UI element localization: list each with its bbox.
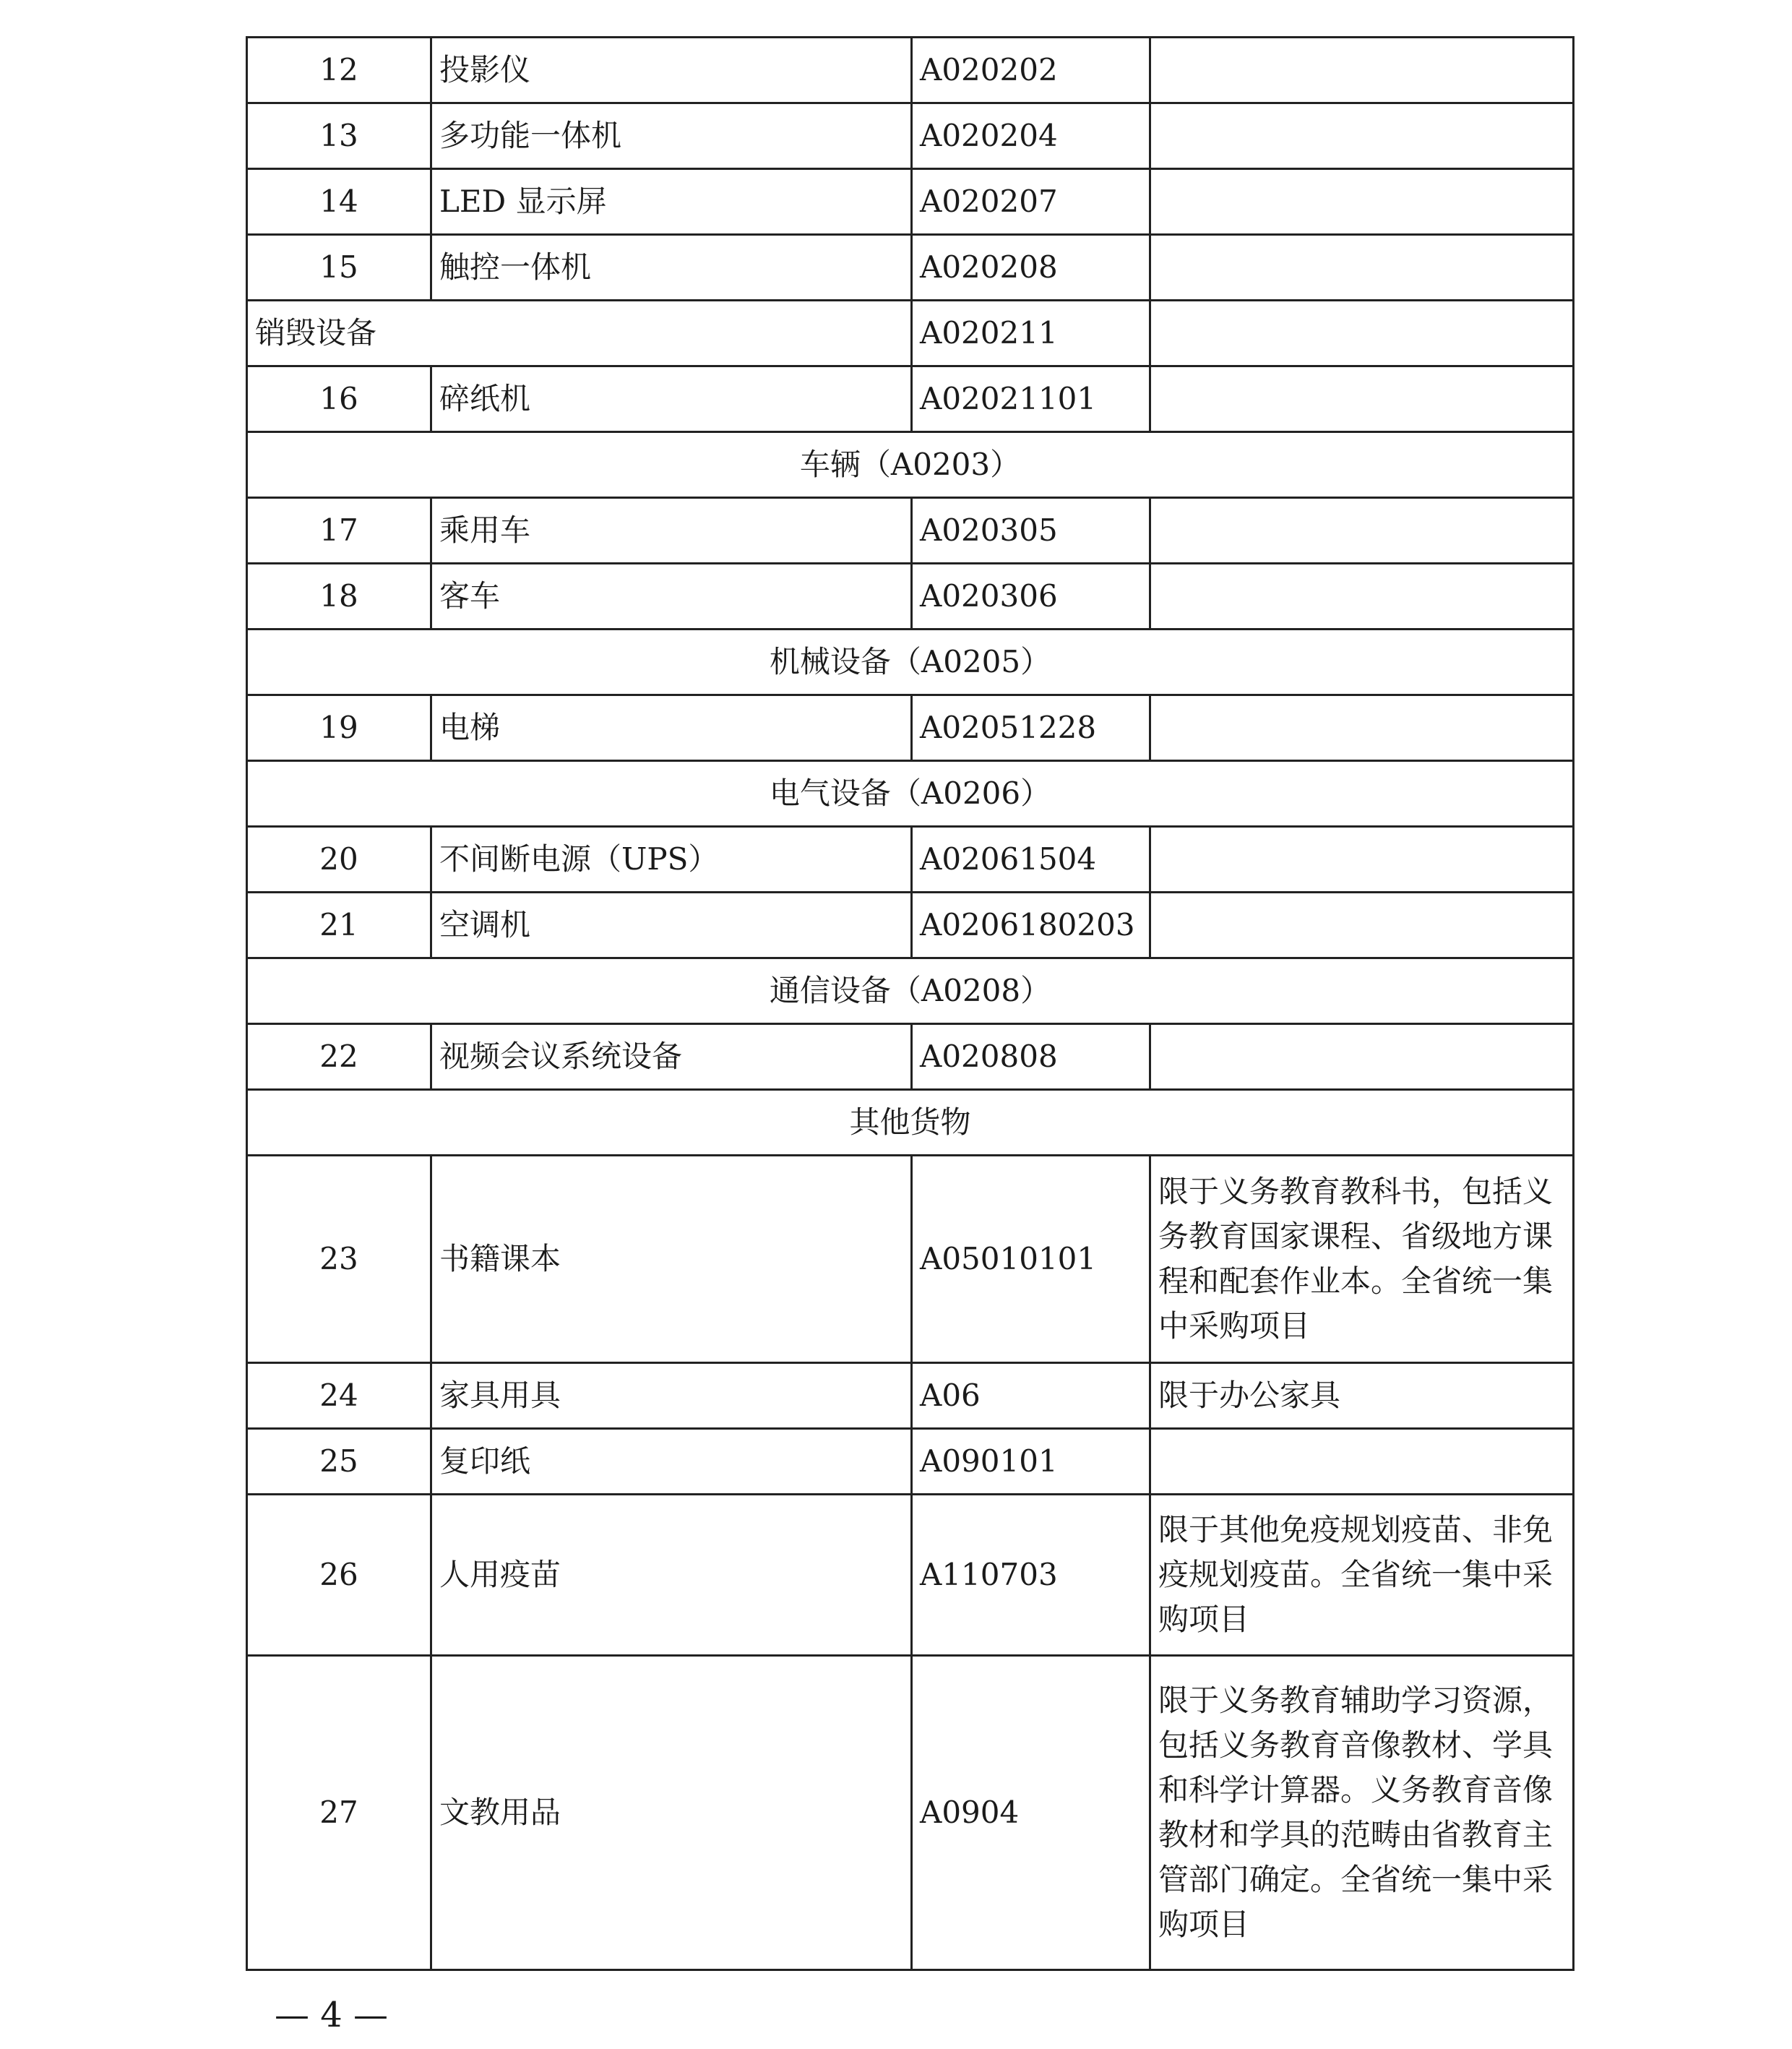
item-name: 书籍课本	[431, 1156, 912, 1363]
item-number: 21	[247, 893, 431, 958]
category-heading: 车辆（A0203）	[247, 432, 1574, 498]
item-number: 26	[247, 1495, 431, 1656]
item-code: A020208	[912, 235, 1150, 301]
item-number: 27	[247, 1656, 431, 1970]
item-note: 限于义务教育辅助学习资源，包括义务教育音像教材、学具和科学计算器。义务教育音像教材和学具的范畴由省教育主管部门确定。全省统一集中采购项目	[1150, 1656, 1574, 1970]
item-number: 13	[247, 103, 431, 169]
table-row	[247, 1024, 1574, 1090]
item-code: A020202	[912, 38, 1150, 103]
item-number: 17	[247, 498, 431, 564]
item-note	[1150, 103, 1574, 169]
item-number: 20	[247, 827, 431, 893]
item-name: 文教用品	[431, 1656, 912, 1970]
item-name: 客车	[431, 564, 912, 630]
item-note	[1150, 893, 1574, 958]
table-row	[247, 893, 1574, 958]
item-note	[1150, 38, 1574, 103]
item-code: A020207	[912, 169, 1150, 235]
item-code: A02021101	[912, 366, 1150, 432]
item-note	[1150, 564, 1574, 630]
item-code: A020305	[912, 498, 1150, 564]
item-note	[1150, 695, 1574, 761]
item-note: 限于办公家具	[1150, 1363, 1574, 1429]
table-row	[247, 564, 1574, 630]
item-note	[1150, 366, 1574, 432]
table-row	[247, 1656, 1574, 1970]
category-heading: 电气设备（A0206）	[247, 761, 1574, 827]
item-note: 限于义务教育教科书，包括义务教育国家课程、省级地方课程和配套作业本。全省统一集中采购项目	[1150, 1156, 1574, 1363]
item-note	[1150, 169, 1574, 235]
item-name: 碎纸机	[431, 366, 912, 432]
category-row	[247, 630, 1574, 695]
category-heading: 通信设备（A0208）	[247, 958, 1574, 1024]
item-note	[1150, 235, 1574, 301]
category-heading: 其他货物	[247, 1090, 1574, 1156]
item-code: A0904	[912, 1656, 1150, 1970]
item-note: 限于其他免疫规划疫苗、非免疫规划疫苗。全省统一集中采购项目	[1150, 1495, 1574, 1656]
subcategory-name: 销毁设备	[247, 301, 912, 366]
table-row	[247, 38, 1574, 103]
item-number: 23	[247, 1156, 431, 1363]
item-code: A020211	[912, 301, 1150, 366]
table-row	[247, 1363, 1574, 1429]
table-row	[247, 235, 1574, 301]
table-row	[247, 103, 1574, 169]
item-name: 视频会议系统设备	[431, 1024, 912, 1090]
item-code: A020306	[912, 564, 1150, 630]
item-note	[1150, 301, 1574, 366]
page-number: — 4 —	[275, 1995, 389, 2035]
item-name: 多功能一体机	[431, 103, 912, 169]
item-code: A090101	[912, 1429, 1150, 1495]
table-row	[247, 1495, 1574, 1656]
item-number: 22	[247, 1024, 431, 1090]
item-name: 触控一体机	[431, 235, 912, 301]
item-name: 空调机	[431, 893, 912, 958]
item-code: A06	[912, 1363, 1150, 1429]
table-row	[247, 366, 1574, 432]
subcategory-row	[247, 301, 1574, 366]
item-name: 乘用车	[431, 498, 912, 564]
table-row	[247, 498, 1574, 564]
item-code: A02051228	[912, 695, 1150, 761]
item-name: 复印纸	[431, 1429, 912, 1495]
category-row	[247, 761, 1574, 827]
item-name: 家具用具	[431, 1363, 912, 1429]
item-name: 不间断电源（UPS）	[431, 827, 912, 893]
category-row	[247, 432, 1574, 498]
item-code: A020204	[912, 103, 1150, 169]
table-row	[247, 695, 1574, 761]
item-number: 25	[247, 1429, 431, 1495]
table-row	[247, 827, 1574, 893]
item-code: A020808	[912, 1024, 1150, 1090]
item-note	[1150, 827, 1574, 893]
item-number: 16	[247, 366, 431, 432]
item-number: 19	[247, 695, 431, 761]
category-row	[247, 958, 1574, 1024]
procurement-catalog-table	[246, 36, 1575, 1971]
item-code: A05010101	[912, 1156, 1150, 1363]
item-note	[1150, 1429, 1574, 1495]
category-row	[247, 1090, 1574, 1156]
table-row	[247, 1429, 1574, 1495]
item-number: 15	[247, 235, 431, 301]
table-row	[247, 1156, 1574, 1363]
item-code: A02061504	[912, 827, 1150, 893]
category-heading: 机械设备（A0205）	[247, 630, 1574, 695]
item-name: 投影仪	[431, 38, 912, 103]
item-number: 18	[247, 564, 431, 630]
item-name: LED 显示屏	[431, 169, 912, 235]
item-code: A0206180203	[912, 893, 1150, 958]
item-note	[1150, 498, 1574, 564]
item-note	[1150, 1024, 1574, 1090]
item-name: 电梯	[431, 695, 912, 761]
item-number: 24	[247, 1363, 431, 1429]
item-name: 人用疫苗	[431, 1495, 912, 1656]
item-number: 12	[247, 38, 431, 103]
table-row	[247, 169, 1574, 235]
item-code: A110703	[912, 1495, 1150, 1656]
item-number: 14	[247, 169, 431, 235]
